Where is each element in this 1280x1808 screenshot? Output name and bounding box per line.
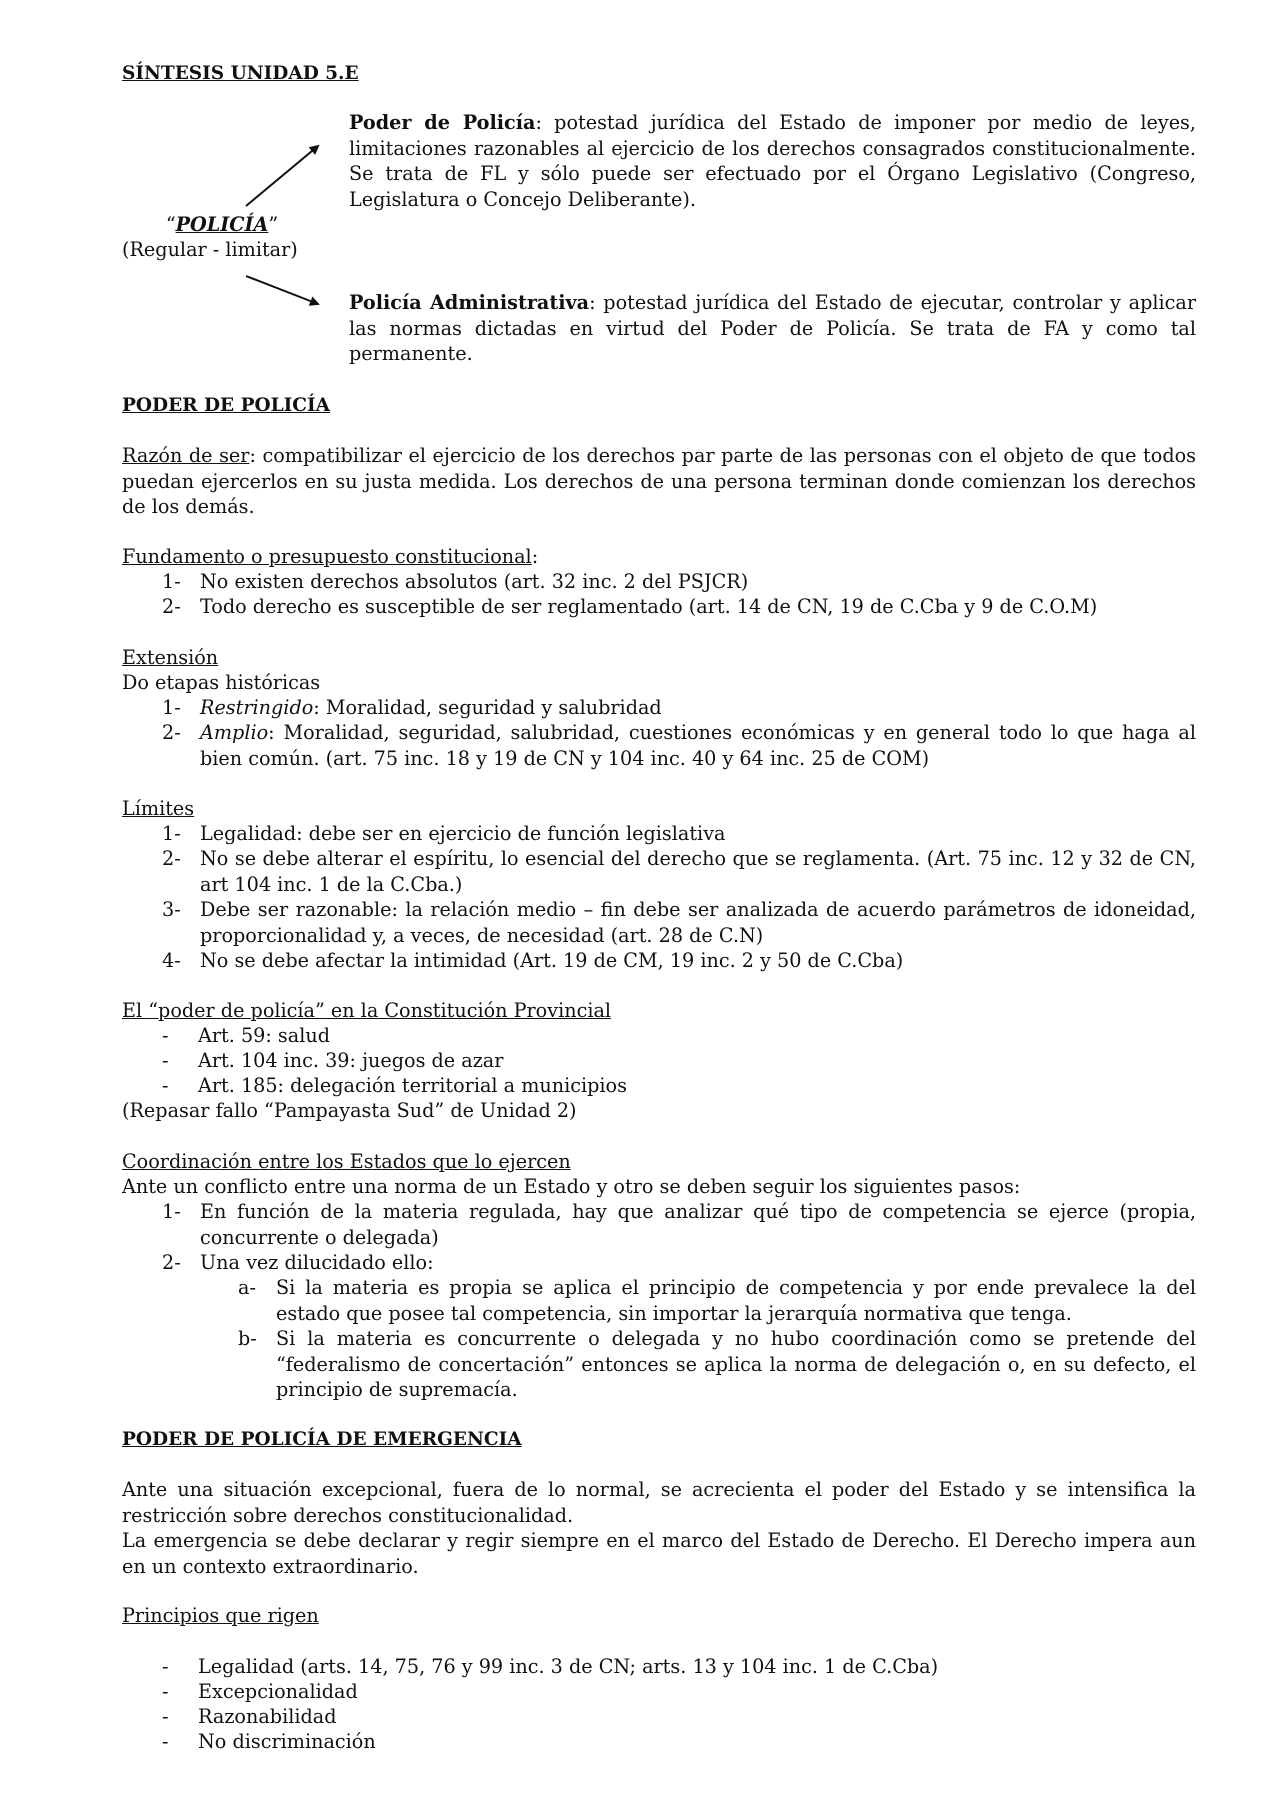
list-item xyxy=(162,569,181,594)
list-item: No se debe alterar el espíritu, lo esencial del derecho que se reglamenta. (Art. 75 inc. 12 y 32 de CN, art 104 inc. 1 de la C.Cba.) xyxy=(200,847,1196,896)
coordinacion-heading: Coordinación entre los Estados que lo ejercen xyxy=(122,1150,571,1173)
list-item: Art. 104 inc. 39: juegos de azar xyxy=(198,1049,504,1072)
section-heading-emergencia: PODER DE POLICÍA DE EMERGENCIA xyxy=(122,1429,522,1450)
list-item: Legalidad: debe ser en ejercicio de función legislativa xyxy=(200,822,726,845)
list-item: Todo derecho es susceptible de ser reglamentado (art. 14 de CN, 19 de C.Cba y 9 de C.O.M) xyxy=(200,595,1098,618)
poder-de-policia-definition xyxy=(349,110,1196,212)
poder-de-policia-term: Poder de Policía xyxy=(349,111,536,134)
dash-bullet: - xyxy=(162,1049,169,1072)
sub-item: Si la materia es propia se aplica el principio de competencia y por ende prevalece la del estado que posee tal competencia, sin importar la jerarquía normativa que tenga. xyxy=(276,1276,1196,1325)
list-item: No se debe afectar la intimidad (Art. 19 de CM, 19 inc. 2 y 50 de C.Cba) xyxy=(200,949,904,972)
list-item: 1- xyxy=(162,822,181,845)
dash-bullet: - xyxy=(162,1730,169,1753)
emergencia-paragraph-2: La emergencia se debe declarar y regir siempre en el marco del Estado de Derecho. El Derecho impera aun en un contexto extraordinario. xyxy=(122,1529,1196,1578)
list-item: 3- xyxy=(162,898,181,921)
list-item: 2- xyxy=(162,847,181,870)
list-item: Art. 59: salud xyxy=(198,1024,330,1047)
list-item: Legalidad (arts. 14, 75, 76 y 99 inc. 3 de CN; arts. 13 y 104 inc. 1 de C.Cba) xyxy=(198,1655,939,1678)
list-item: No existen derechos absolutos (art. 32 inc. 2 del PSJCR) xyxy=(200,570,749,593)
emergencia-paragraph-1: Ante una situación excepcional, fuera de lo normal, se acrecienta el poder del Estado y se intensifica la restricción sobre derechos constitucionalidad. xyxy=(122,1478,1196,1527)
policia-administrativa-term: Policía Administrativa xyxy=(349,291,590,314)
dash-bullet: - xyxy=(162,1655,169,1678)
term-text: : Moralidad, seguridad y salubridad xyxy=(313,696,662,719)
quote-close: ” xyxy=(268,213,279,236)
coordinacion-intro: Ante un conflicto entre una norma de un Estado y otro se deben seguir los siguientes pasos: xyxy=(122,1175,1021,1198)
list-item: Art. 185: delegación territorial a municipios xyxy=(198,1074,627,1097)
provincial-note: (Repasar fallo “Pampayasta Sud” de Unidad 2) xyxy=(122,1099,577,1122)
list-item: Una vez dilucidado ello: xyxy=(200,1251,434,1274)
sub-item: a- xyxy=(238,1276,256,1299)
list-item: 1- xyxy=(162,696,181,719)
dash-bullet: - xyxy=(162,1074,169,1097)
dash-bullet: - xyxy=(162,1024,169,1047)
diagram-center-label xyxy=(122,212,322,237)
list-item xyxy=(162,594,181,619)
dash-bullet: - xyxy=(162,1705,169,1728)
term: Restringido xyxy=(200,696,314,719)
principios-heading: Principios que rigen xyxy=(122,1604,319,1627)
list-item: Razonabilidad xyxy=(198,1705,337,1728)
quote-open: “ xyxy=(165,213,176,236)
razon-text: : compatibilizar el ejercicio de los derechos par parte de las personas con el objeto de que todos puedan ejercerlos en su justa medida. Los derechos de una persona terminan donde comienzan los derechos de los demás. xyxy=(122,444,1197,518)
extension-sub: Do etapas históricas xyxy=(122,671,321,694)
extension-heading: Extensión xyxy=(122,646,219,669)
list-item: 4- xyxy=(162,949,181,972)
arrow-down-icon xyxy=(246,276,318,304)
document-title: SÍNTESIS UNIDAD 5.E xyxy=(122,63,359,84)
list-item: Debe ser razonable: la relación medio – fin debe ser analizada de acuerdo parámetros de idoneidad, proporcionalidad y, a veces, de necesidad (art. 28 de C.N) xyxy=(200,898,1196,947)
list-item: No discriminación xyxy=(198,1730,376,1753)
policia-administrativa-definition xyxy=(349,290,1196,367)
term: Amplio xyxy=(200,721,269,744)
fundamento-heading xyxy=(122,544,538,569)
list-item: 2- xyxy=(162,721,181,744)
sub-item: b- xyxy=(238,1327,257,1350)
sub-item: Si la materia es concurrente o delegada y no hubo coordinación como se pretende del “federalismo de concertación” entonces se aplica la norma de delegación o, en su defecto, el principio de supremacía. xyxy=(276,1327,1196,1401)
provincial-heading: El “poder de policía” en la Constitución Provincial xyxy=(122,999,612,1022)
razon-de-ser-paragraph xyxy=(122,443,1196,520)
limites-heading: Límites xyxy=(122,797,195,820)
term-text: : Moralidad, seguridad, salubridad, cuestiones económicas y en general todo lo que haga al bien común. (art. 75 inc. 18 y 19 de CN y 104 inc. 40 y 64 inc. 25 de COM) xyxy=(200,721,1196,770)
razon-label: Razón de ser xyxy=(122,444,250,467)
item-number: 2- xyxy=(162,595,181,618)
section-heading-poder: PODER DE POLICÍA xyxy=(122,395,330,416)
policia-word: POLICÍA xyxy=(175,213,269,236)
dash-bullet: - xyxy=(162,1680,169,1703)
diagram-center-sub: (Regular - limitar) xyxy=(122,238,298,261)
policia-administrativa-text: : potestad jurídica del Estado de ejecutar, controlar y aplicar las normas dictadas en virtud del Poder de Policía. Se trata de FA y como tal permanente. xyxy=(349,291,1196,365)
fundamento-colon: : xyxy=(531,545,539,568)
fundamento-label: Fundamento o presupuesto constitucional xyxy=(122,545,532,568)
arrow-up-icon xyxy=(246,146,318,206)
list-item: 1- xyxy=(162,1200,181,1223)
list-item: Excepcionalidad xyxy=(198,1680,358,1703)
list-item: 2- xyxy=(162,1251,181,1274)
item-number: 1- xyxy=(162,570,181,593)
list-item xyxy=(200,720,1196,771)
poder-de-policia-text: : potestad jurídica del Estado de imponer por medio de leyes, limitaciones razonables al ejercicio de los derechos consagrados constitucionalmente. Se trata de FL y sólo puede ser efectuado por el Órgano Legislativo (Congreso, Legislatura o Concejo Deliberante). xyxy=(349,111,1196,211)
list-item: En función de la materia regulada, hay que analizar qué tipo de competencia se ejerce (propia, concurrente o delegada) xyxy=(200,1200,1196,1249)
list-item xyxy=(200,695,662,720)
